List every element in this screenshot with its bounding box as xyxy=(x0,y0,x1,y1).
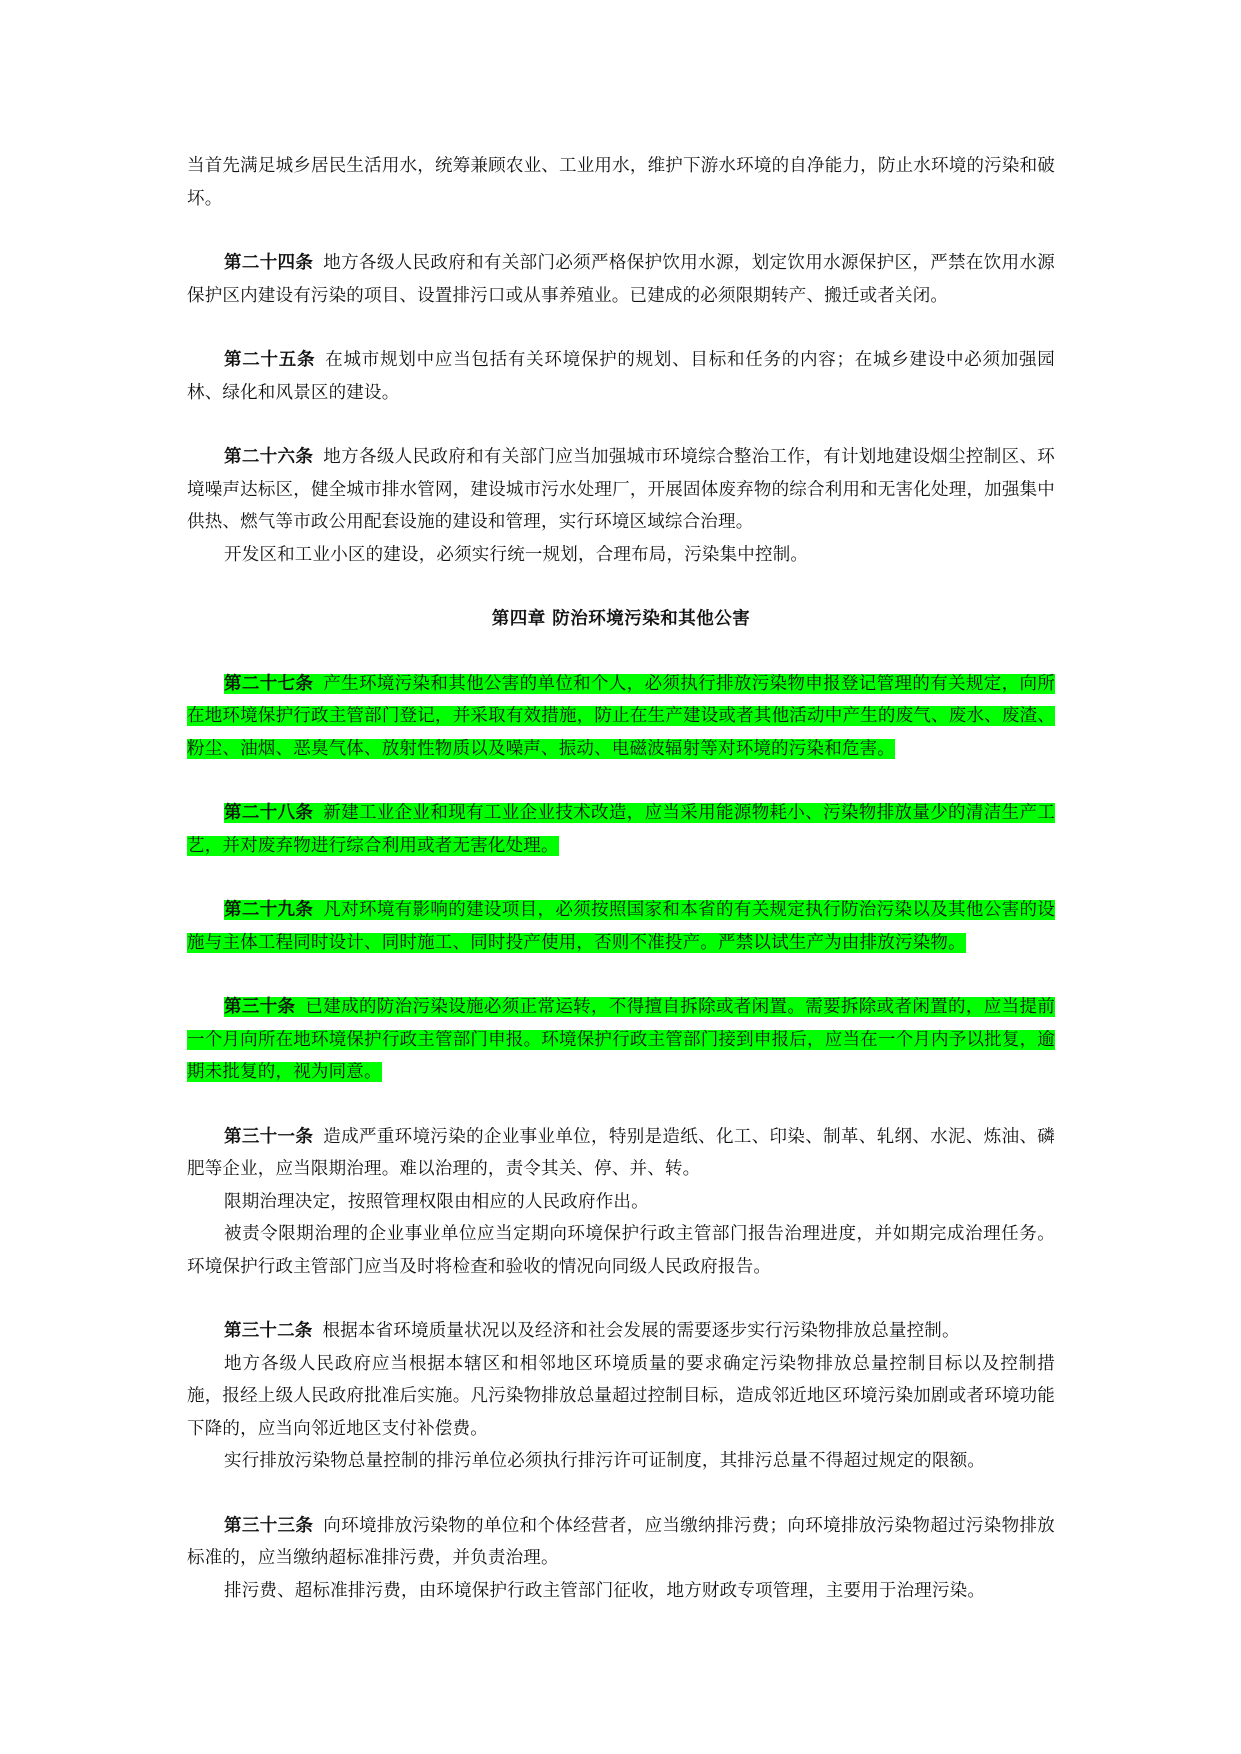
article-32-title: 第三十二条 xyxy=(224,1321,313,1341)
article-31-title: 第三十一条 xyxy=(224,1126,314,1147)
article-31-paragraph-3: 被责令限期治理的企业事业单位应当定期向环境保护行政主管部门报告治理进度，并如期完成治理任务。环境保护行政主管部门应当及时将检查和验收的情况向同级人民政府报告。 xyxy=(187,1224,1055,1277)
article-25-text: 在城市规划中应当包括有关环境保护的规划、目标和任务的内容；在城乡建设中必须加强园林、绿化和风景区的建设。 xyxy=(187,350,1056,403)
article-24 xyxy=(187,247,1055,312)
article-26 xyxy=(187,441,1055,539)
paragraph-intro: 当首先满足城乡居民生活用水，统筹兼顾农业、工业用水，维护下游水环境的自净能力，防止水环境的污染和破坏。 xyxy=(187,156,1055,209)
article-25-title: 第二十五条 xyxy=(224,350,316,370)
article-28-title: 第二十八条 xyxy=(224,803,314,823)
article-30-text: 已建成的防治污染设施必须正常运转，不得擅自拆除或者闲置。需要拆除或者闲置的，应当提前一个月向所在地环境保护行政主管部门申报。环境保护行政主管部门接到申报后，应当在一个月内予以批复，逾期未批复的，视为同意。 xyxy=(187,997,1055,1082)
article-31 xyxy=(187,1121,1055,1186)
article-27 xyxy=(187,668,1055,766)
article-31-text: 造成严重环境污染的企业事业单位，特别是造纸、化工、印染、制革、轧纲、水泥、炼油、磷肥等企业，应当限期治理。难以治理的，责令其关、停、并、转。 xyxy=(187,1126,1056,1179)
article-33-text: 向环境排放污染物的单位和个体经营者，应当缴纳排污费；向环境排放污染物超过污染物排放标准的，应当缴纳超标准排污费，并负责治理。 xyxy=(187,1515,1056,1568)
article-29 xyxy=(187,894,1055,959)
article-24-title: 第二十四条 xyxy=(224,253,314,273)
article-27-title: 第二十七条 xyxy=(224,673,314,694)
article-32-text: 根据本省环境质量状况以及经济和社会发展的需要逐步实行污染物排放总量控制。 xyxy=(322,1321,960,1341)
article-30-title: 第三十条 xyxy=(224,997,296,1017)
article-28-text: 新建工业企业和现有工业企业技术改造，应当采用能源物耗小、污染物排放量少的清洁生产工艺，并对废弃物进行综合利用或者无害化处理。 xyxy=(187,803,1056,856)
article-29-text: 凡对环境有影响的建设项目，必须按照国家和本省的有关规定执行防治污染以及其他公害的设施与主体工程同时设计、同时施工、同时投产使用，否则不准投产。严禁以试生产为由排放污染物。 xyxy=(187,900,1056,953)
article-30 xyxy=(187,991,1055,1089)
article-27-text: 产生环境污染和其他公害的单位和个人，必须执行排放污染物申报登记管理的有关规定，向所在地环境保护行政主管部门登记，并采取有效措施，防止在生产建设或者其他活动中产生的废气、废水、废渣、粉尘、油烟、恶臭气体、放射性物质以及噪声、振动、电磁波辐射等对环境的污染和危害。 xyxy=(187,673,1056,759)
article-25 xyxy=(187,344,1055,409)
article-32-paragraph-2: 地方各级人民政府应当根据本辖区和相邻地区环境质量的要求确定污染物排放总量控制目标以及控制措施，报经上级人民政府批准后实施。凡污染物排放总量超过控制目标，造成邻近地区环境污染加剧或者环境功能下降的，应当向邻近地区支付补偿费。 xyxy=(187,1353,1055,1439)
article-31-paragraph-2: 限期治理决定，按照管理权限由相应的人民政府作出。 xyxy=(224,1191,649,1212)
article-24-text: 地方各级人民政府和有关部门必须严格保护饮用水源，划定饮用水源保护区，严禁在饮用水源保护区内建设有污染的项目、设置排污口或从事养殖业。已建成的必须限期转产、搬迁或者关闭。 xyxy=(187,253,1056,306)
article-26-title: 第二十六条 xyxy=(224,447,314,467)
article-26-paragraph-2: 开发区和工业小区的建设，必须实行统一规划，合理布局，污染集中控制。 xyxy=(224,544,809,565)
article-33 xyxy=(187,1510,1055,1575)
article-26-text: 地方各级人民政府和有关部门应当加强城市环境综合整治工作，有计划地建设烟尘控制区、环境噪声达标区，健全城市排水管网，建设城市污水处理厂，开展固体废弃物的综合利用和无害化处理，加强集中供热、燃气等市政公用配套设施的建设和管理，实行环境区域综合治理。 xyxy=(187,447,1056,532)
document-page xyxy=(187,150,1055,1607)
article-29-title: 第二十九条 xyxy=(224,900,314,920)
article-33-paragraph-2: 排污费、超标准排污费，由环境保护行政主管部门征收，地方财政专项管理，主要用于治理污染。 xyxy=(224,1580,986,1601)
article-32-paragraph-3: 实行排放污染物总量控制的排污单位必须执行排污许可证制度，其排污总量不得超过规定的限额。 xyxy=(224,1451,986,1471)
article-32 xyxy=(187,1315,1055,1348)
chapter-heading: 第四章 防治环境污染和其他公害 xyxy=(491,609,751,629)
article-33-title: 第三十三条 xyxy=(224,1515,314,1536)
article-28 xyxy=(187,797,1055,862)
